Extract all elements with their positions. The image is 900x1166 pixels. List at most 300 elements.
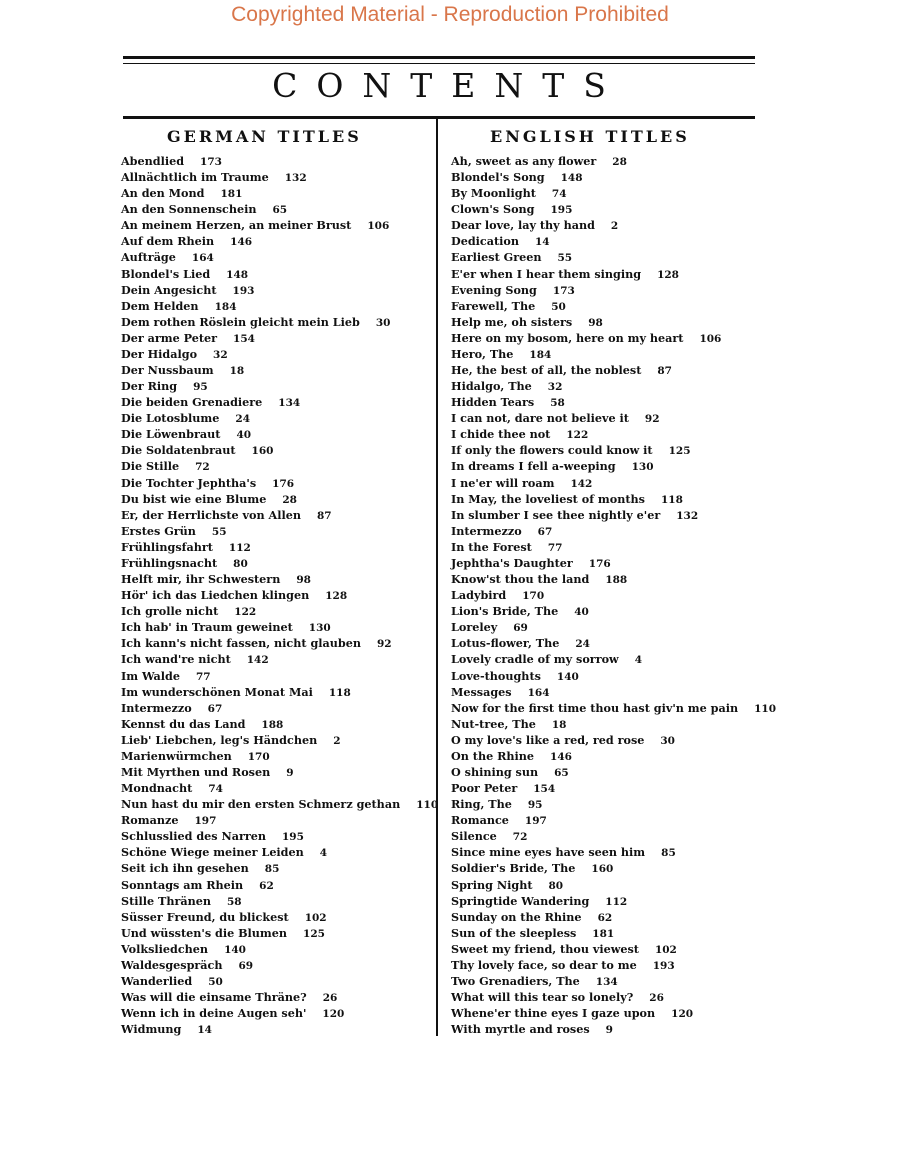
german-title-entry xyxy=(121,458,438,474)
song-title: Intermezzo xyxy=(121,700,192,715)
song-title: Die Löwenbraut xyxy=(121,427,221,442)
page-number: 24 xyxy=(575,638,590,651)
song-title: Spring Night xyxy=(451,877,533,892)
page-number: 85 xyxy=(264,863,280,876)
german-title-entry xyxy=(121,169,438,185)
song-title: Ich kann's nicht fassen, nicht glauben xyxy=(121,636,361,651)
english-title-entry xyxy=(451,217,776,233)
title-underline-rule xyxy=(123,116,755,119)
song-title: Help me, oh sisters xyxy=(451,314,573,329)
page-number: 146 xyxy=(230,236,253,249)
english-title-entry xyxy=(451,877,776,893)
german-title-entry xyxy=(121,571,438,587)
song-title: Stille Thränen xyxy=(121,893,211,908)
song-title: Messages xyxy=(451,684,512,699)
song-title: Here on my bosom, here on my heart xyxy=(451,330,684,345)
english-title-entry xyxy=(451,539,776,555)
page-number: 95 xyxy=(527,799,543,812)
page-number: 30 xyxy=(660,734,675,747)
page-number: 120 xyxy=(671,1008,694,1021)
page-number: 32 xyxy=(547,381,563,394)
english-title-entry xyxy=(451,668,776,684)
german-title-entry xyxy=(121,1005,438,1021)
english-title-entry xyxy=(451,282,776,298)
german-titles-heading: GERMAN TITLES xyxy=(167,127,362,146)
page-number: 134 xyxy=(278,397,301,410)
song-title: Die Stille xyxy=(121,459,180,474)
song-title: Sunday on the Rhine xyxy=(451,909,582,924)
english-title-entry xyxy=(451,169,776,185)
german-title-entry xyxy=(121,893,438,909)
song-title: Seit ich ihn gesehen xyxy=(121,861,249,876)
english-title-entry xyxy=(451,523,776,539)
song-title: Du bist wie eine Blume xyxy=(121,491,267,506)
english-title-entry xyxy=(451,764,776,780)
page-number: 125 xyxy=(303,927,325,940)
song-title: Sweet my friend, thou viewest xyxy=(451,941,639,956)
song-title: Intermezzo xyxy=(451,523,522,538)
english-title-entry xyxy=(451,475,776,491)
english-title-entry xyxy=(451,973,776,989)
page-number: 4 xyxy=(319,847,328,860)
page-number: 40 xyxy=(574,606,589,619)
song-title: An den Mond xyxy=(121,186,205,201)
song-title: Evening Song xyxy=(451,282,537,297)
page-number: 118 xyxy=(660,493,683,506)
german-title-entry xyxy=(121,844,438,860)
german-title-entry xyxy=(121,684,438,700)
english-title-entry xyxy=(451,571,776,587)
english-title-entry xyxy=(451,249,776,265)
top-rule-thick xyxy=(123,56,755,59)
song-title: Lotus-flower, The xyxy=(451,636,560,651)
page-number: 18 xyxy=(229,365,245,378)
page-number: 160 xyxy=(251,445,274,458)
page-number: 26 xyxy=(649,992,664,1005)
german-title-entry xyxy=(121,619,438,635)
english-titles-heading: ENGLISH TITLES xyxy=(490,127,690,146)
page-number: 170 xyxy=(522,590,545,603)
page-number: 98 xyxy=(296,574,311,587)
german-title-entry xyxy=(121,957,438,973)
english-title-entry xyxy=(451,491,776,507)
german-title-entry xyxy=(121,668,438,684)
song-title: Now for the first time thou hast giv'n me pain xyxy=(451,700,739,715)
page-number: 130 xyxy=(308,622,331,635)
german-title-entry xyxy=(121,394,438,410)
top-rule-thin xyxy=(123,63,755,64)
english-title-entry xyxy=(451,989,776,1005)
english-title-entry xyxy=(451,812,776,828)
german-title-entry xyxy=(121,233,438,249)
page-number: 98 xyxy=(588,316,603,329)
song-title: Ich wand're nicht xyxy=(121,652,231,667)
english-title-entry xyxy=(451,330,776,346)
page-number: 77 xyxy=(196,670,211,683)
english-title-entry xyxy=(451,780,776,796)
page-number: 106 xyxy=(699,332,722,345)
page-number: 2 xyxy=(333,734,341,747)
page-number: 14 xyxy=(197,1024,212,1037)
page-number: 193 xyxy=(652,959,675,972)
song-title: Romanze xyxy=(121,813,179,828)
page-number: 148 xyxy=(560,172,583,185)
page-number: 18 xyxy=(551,718,567,731)
german-title-entry xyxy=(121,828,438,844)
page-number: 132 xyxy=(284,172,307,185)
english-title-entry xyxy=(451,153,776,169)
page-number: 106 xyxy=(367,220,390,233)
page-number: 160 xyxy=(591,863,614,876)
german-title-entry xyxy=(121,603,438,619)
song-title: Love-thoughts xyxy=(451,668,541,683)
english-title-entry xyxy=(451,844,776,860)
german-title-entry xyxy=(121,860,438,876)
english-title-entry xyxy=(451,957,776,973)
song-title: An den Sonnenschein xyxy=(121,202,257,217)
page-number: 193 xyxy=(232,284,255,297)
song-title: Volksliedchen xyxy=(121,941,209,956)
song-title: Frühlingsfahrt xyxy=(121,539,213,554)
german-title-entry xyxy=(121,555,438,571)
german-title-entry xyxy=(121,282,438,298)
page-number: 128 xyxy=(657,268,679,281)
page-number: 58 xyxy=(227,895,242,908)
page-number: 142 xyxy=(246,654,269,667)
page-number: 26 xyxy=(322,992,338,1005)
song-title: Mit Myrthen und Rosen xyxy=(121,764,271,779)
song-title: Allnächtlich im Traume xyxy=(121,170,269,185)
song-title: Thy lovely face, so dear to me xyxy=(451,957,637,972)
english-title-entry xyxy=(451,410,776,426)
song-title: Farewell, The xyxy=(451,298,536,313)
page-number: 72 xyxy=(195,461,210,474)
english-title-entry xyxy=(451,1005,776,1021)
song-title: Ring, The xyxy=(451,797,512,812)
copyright-watermark: Copyrighted Material - Reproduction Prohibited xyxy=(231,3,669,26)
song-title: Whene'er thine eyes I gaze upon xyxy=(451,1006,656,1021)
song-title: Romance xyxy=(451,813,509,828)
german-title-entry xyxy=(121,796,438,812)
song-title: Waldesgespräch xyxy=(121,957,223,972)
song-title: Die Tochter Jephtha's xyxy=(121,475,257,490)
song-title: Hidalgo, The xyxy=(451,379,532,394)
english-title-entry xyxy=(451,298,776,314)
song-title: Hero, The xyxy=(451,346,514,361)
page-number: 170 xyxy=(247,750,270,763)
song-title: If only the flowers could know it xyxy=(451,443,653,458)
song-title: Sonntags am Rhein xyxy=(121,877,244,892)
song-title: Lieb' Liebchen, leg's Händchen xyxy=(121,732,318,747)
page-number: 2 xyxy=(610,220,619,233)
song-title: E'er when I hear them singing xyxy=(451,266,642,281)
page-number: 184 xyxy=(214,300,237,313)
page-number: 110 xyxy=(416,799,439,812)
page-number: 58 xyxy=(550,397,565,410)
page-number: 40 xyxy=(236,429,252,442)
song-title: Schlusslied des Narren xyxy=(121,829,266,844)
song-title: Ich grolle nicht xyxy=(121,604,219,619)
song-title: What will this tear so lonely? xyxy=(451,990,634,1005)
page-number: 102 xyxy=(304,911,327,924)
page-number: 112 xyxy=(228,541,251,554)
page-number: 87 xyxy=(657,365,672,378)
page-number: 164 xyxy=(527,686,550,699)
song-title: Mondnacht xyxy=(121,781,193,796)
page-number: 197 xyxy=(524,815,547,828)
page-number: 85 xyxy=(661,847,676,860)
page-number: 55 xyxy=(211,525,227,538)
song-title: By Moonlight xyxy=(451,186,536,201)
english-title-entry xyxy=(451,346,776,362)
song-title: In slumber I see thee nightly e'er xyxy=(451,507,661,522)
german-title-entry xyxy=(121,973,438,989)
page-number: 77 xyxy=(547,541,563,554)
page-number: 132 xyxy=(676,509,699,522)
page-number: 69 xyxy=(513,622,528,635)
english-title-entry xyxy=(451,201,776,217)
english-title-entry xyxy=(451,587,776,603)
german-title-entry xyxy=(121,153,438,169)
song-title: I chide thee not xyxy=(451,427,551,442)
song-title: Dein Angesicht xyxy=(121,282,217,297)
page-number: 55 xyxy=(557,252,573,265)
page-number: 195 xyxy=(550,204,573,217)
song-title: Im wunderschönen Monat Mai xyxy=(121,684,313,699)
page-number: 74 xyxy=(208,783,223,796)
song-title: I ne'er will roam xyxy=(451,475,555,490)
english-title-entry xyxy=(451,860,776,876)
german-title-entry xyxy=(121,925,438,941)
page-number: 65 xyxy=(272,204,288,217)
song-title: Loreley xyxy=(451,620,498,635)
german-title-entry xyxy=(121,185,438,201)
page-number: 4 xyxy=(634,654,642,667)
german-title-entry xyxy=(121,507,438,523)
page-number: 74 xyxy=(551,188,567,201)
song-title: Der Hidalgo xyxy=(121,346,198,361)
page-number: 181 xyxy=(220,188,243,201)
song-title: Die Soldatenbraut xyxy=(121,443,236,458)
page-number: 62 xyxy=(597,911,613,924)
german-title-entry xyxy=(121,941,438,957)
page-number: 118 xyxy=(328,686,351,699)
page-number: 181 xyxy=(592,927,615,940)
page-number: 67 xyxy=(537,525,553,538)
page-number: 134 xyxy=(595,975,618,988)
page-number: 188 xyxy=(261,718,284,731)
german-title-entry xyxy=(121,909,438,925)
german-title-entry xyxy=(121,635,438,651)
page-number: 173 xyxy=(200,156,222,168)
german-title-entry xyxy=(121,442,438,458)
page-number: 142 xyxy=(570,477,593,490)
page-number: 122 xyxy=(566,429,589,442)
song-title: Hidden Tears xyxy=(451,395,535,410)
page-number: 195 xyxy=(282,831,304,844)
song-title: I can not, dare not believe it xyxy=(451,411,629,426)
song-title: Frühlingsnacht xyxy=(121,555,218,570)
page-number: 69 xyxy=(238,959,254,972)
page-number: 140 xyxy=(556,670,579,683)
english-title-entry xyxy=(451,925,776,941)
page-number: 130 xyxy=(631,461,654,474)
german-title-entry xyxy=(121,491,438,507)
page-number: 184 xyxy=(529,348,552,361)
song-title: Dedication xyxy=(451,234,519,249)
song-title: Lion's Bride, The xyxy=(451,604,559,619)
page-number: 9 xyxy=(286,766,294,779)
page-number: 112 xyxy=(605,895,628,908)
english-title-entry xyxy=(451,362,776,378)
page-number: 173 xyxy=(552,284,575,297)
song-title: Was will die einsame Thräne? xyxy=(121,990,307,1005)
page-number: 148 xyxy=(226,268,249,281)
german-title-entry xyxy=(121,346,438,362)
english-titles-list xyxy=(451,153,776,1037)
english-title-entry xyxy=(451,378,776,394)
english-title-entry xyxy=(451,716,776,732)
page-number: 188 xyxy=(605,574,628,587)
german-title-entry xyxy=(121,201,438,217)
song-title: Know'st thou the land xyxy=(451,572,590,587)
song-title: He, the best of all, the noblest xyxy=(451,363,642,378)
page-number: 120 xyxy=(322,1008,345,1021)
page-number: 50 xyxy=(208,975,223,988)
german-title-entry xyxy=(121,330,438,346)
song-title: Ladybird xyxy=(451,588,507,603)
page-number: 125 xyxy=(668,445,691,458)
song-title: In May, the loveliest of months xyxy=(451,491,645,506)
song-title: Dem rothen Röslein gleicht mein Lieb xyxy=(121,314,360,329)
english-title-entry xyxy=(451,893,776,909)
song-title: Ah, sweet as any flower xyxy=(451,154,597,168)
song-title: Süsser Freund, du blickest xyxy=(121,909,289,924)
page-number: 62 xyxy=(259,879,274,892)
song-title: Dear love, lay thy hand xyxy=(451,218,595,233)
german-title-entry xyxy=(121,249,438,265)
english-title-entry xyxy=(451,828,776,844)
german-title-entry xyxy=(121,426,438,442)
german-title-entry xyxy=(121,362,438,378)
song-title: Schöne Wiege meiner Leiden xyxy=(121,845,304,860)
song-title: Der Nussbaum xyxy=(121,363,214,378)
song-title: Im Walde xyxy=(121,668,180,683)
english-title-entry xyxy=(451,314,776,330)
song-title: Der arme Peter xyxy=(121,330,218,345)
page-number: 30 xyxy=(375,316,391,329)
song-title: Sun of the sleepless xyxy=(451,925,577,940)
english-title-entry xyxy=(451,458,776,474)
english-title-entry xyxy=(451,732,776,748)
page-number: 92 xyxy=(376,638,392,651)
song-title: Lovely cradle of my sorrow xyxy=(451,652,619,667)
german-title-entry xyxy=(121,877,438,893)
song-title: Silence xyxy=(451,829,497,844)
german-title-entry xyxy=(121,314,438,330)
page-number: 80 xyxy=(548,879,564,892)
german-titles-list xyxy=(121,153,438,1037)
song-title: Springtide Wandering xyxy=(451,893,590,908)
page-number: 146 xyxy=(550,750,572,763)
page-number: 65 xyxy=(554,766,569,779)
page-number: 9 xyxy=(605,1024,613,1037)
song-title: With myrtle and roses xyxy=(451,1022,590,1037)
song-title: Ich hab' in Traum geweinet xyxy=(121,620,293,635)
page-number: 197 xyxy=(194,815,217,828)
song-title: An meinem Herzen, an meiner Brust xyxy=(121,218,352,233)
german-title-entry xyxy=(121,1021,438,1037)
song-title: Blondel's Song xyxy=(451,170,545,185)
german-title-entry xyxy=(121,732,438,748)
song-title: O shining sun xyxy=(451,764,539,779)
song-title: In the Forest xyxy=(451,539,532,554)
page-number: 154 xyxy=(233,332,255,345)
song-title: Widmung xyxy=(121,1022,182,1037)
song-title: Blondel's Lied xyxy=(121,266,211,281)
page-number: 176 xyxy=(272,477,295,490)
german-title-entry xyxy=(121,716,438,732)
english-title-entry xyxy=(451,619,776,635)
english-title-entry xyxy=(451,266,776,282)
english-title-entry xyxy=(451,185,776,201)
german-title-entry xyxy=(121,748,438,764)
german-title-entry xyxy=(121,812,438,828)
german-title-entry xyxy=(121,378,438,394)
page-number: 50 xyxy=(551,300,566,313)
german-title-entry xyxy=(121,266,438,282)
page-number: 72 xyxy=(512,831,528,844)
page-number: 95 xyxy=(193,381,208,394)
song-title: Poor Peter xyxy=(451,781,518,796)
english-title-entry xyxy=(451,233,776,249)
song-title: O my love's like a red, red rose xyxy=(451,732,645,747)
song-title: Marienwürmchen xyxy=(121,748,232,763)
song-title: Nut-tree, The xyxy=(451,716,536,731)
page-number: 32 xyxy=(213,348,228,361)
page-number: 24 xyxy=(235,413,251,426)
song-title: Since mine eyes have seen him xyxy=(451,845,646,860)
german-title-entry xyxy=(121,217,438,233)
song-title: Nun hast du mir den ersten Schmerz gethan xyxy=(121,797,401,812)
song-title: Die beiden Grenadiere xyxy=(121,395,263,410)
song-title: In dreams I fell a-weeping xyxy=(451,459,616,474)
song-title: Die Lotosblume xyxy=(121,411,220,426)
page-number: 80 xyxy=(233,557,248,570)
german-title-entry xyxy=(121,700,438,716)
english-title-entry xyxy=(451,651,776,667)
english-title-entry xyxy=(451,442,776,458)
english-title-entry xyxy=(451,394,776,410)
german-title-entry xyxy=(121,475,438,491)
page-number: 28 xyxy=(612,156,627,168)
song-title: Der Ring xyxy=(121,379,178,394)
page-number: 102 xyxy=(654,943,677,956)
german-title-entry xyxy=(121,539,438,555)
song-title: Er, der Herrlichste von Allen xyxy=(121,507,301,522)
song-title: Earliest Green xyxy=(451,250,542,265)
song-title: Helft mir, ihr Schwestern xyxy=(121,572,281,587)
german-title-entry xyxy=(121,780,438,796)
german-title-entry xyxy=(121,989,438,1005)
song-title: Clown's Song xyxy=(451,202,535,217)
english-title-entry xyxy=(451,700,776,716)
song-title: Wanderlied xyxy=(121,973,193,988)
english-title-entry xyxy=(451,941,776,957)
german-title-entry xyxy=(121,651,438,667)
english-title-entry xyxy=(451,507,776,523)
page-number: 140 xyxy=(224,943,246,956)
